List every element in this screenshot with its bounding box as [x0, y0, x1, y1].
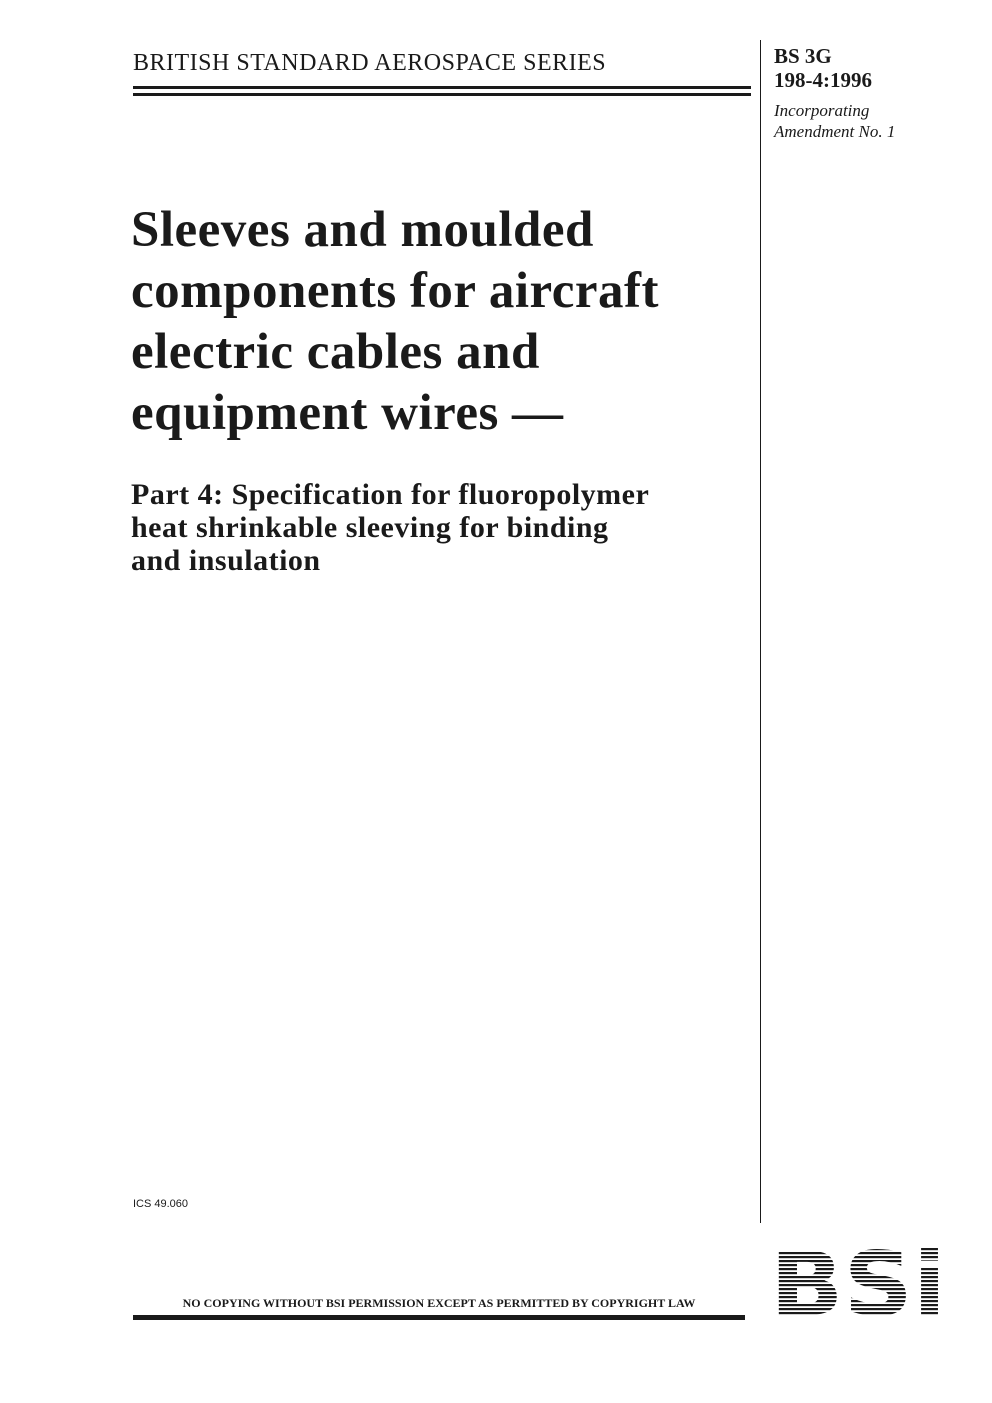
title-line: Sleeves and moulded [131, 202, 594, 258]
standard-code [774, 44, 872, 92]
subtitle-line: Part 4: Specification for fluoropolymer [131, 478, 650, 511]
amendment-note [774, 100, 895, 142]
subtitle-line: and insulation [131, 544, 321, 577]
document-title [131, 200, 756, 444]
header-rule [133, 86, 751, 89]
bsi-logo [770, 1244, 946, 1320]
subtitle-line: heat shrinkable sleeving for binding [131, 511, 609, 544]
amendment-line2: Amendment No. 1 [774, 122, 896, 141]
copyright-notice: NO COPYING WITHOUT BSI PERMISSION EXCEPT AS PERMITTED BY COPYRIGHT LAW [182, 1296, 696, 1310]
header-rule-secondary [133, 93, 751, 96]
footer-rule [133, 1315, 745, 1320]
document-subtitle [131, 478, 756, 577]
standard-code-line2: 198-4:1996 [774, 68, 872, 92]
amendment-line1: Incorporating [774, 101, 870, 120]
title-line: equipment wires — [131, 385, 564, 441]
title-line: electric cables and [131, 324, 540, 380]
ics-code: ICS 49.060 [133, 1198, 189, 1210]
title-line: components for aircraft [131, 263, 659, 319]
series-title: BRITISH STANDARD AEROSPACE SERIES [133, 50, 607, 76]
standard-code-line1: BS 3G [774, 44, 832, 68]
margin-divider [760, 40, 761, 1223]
